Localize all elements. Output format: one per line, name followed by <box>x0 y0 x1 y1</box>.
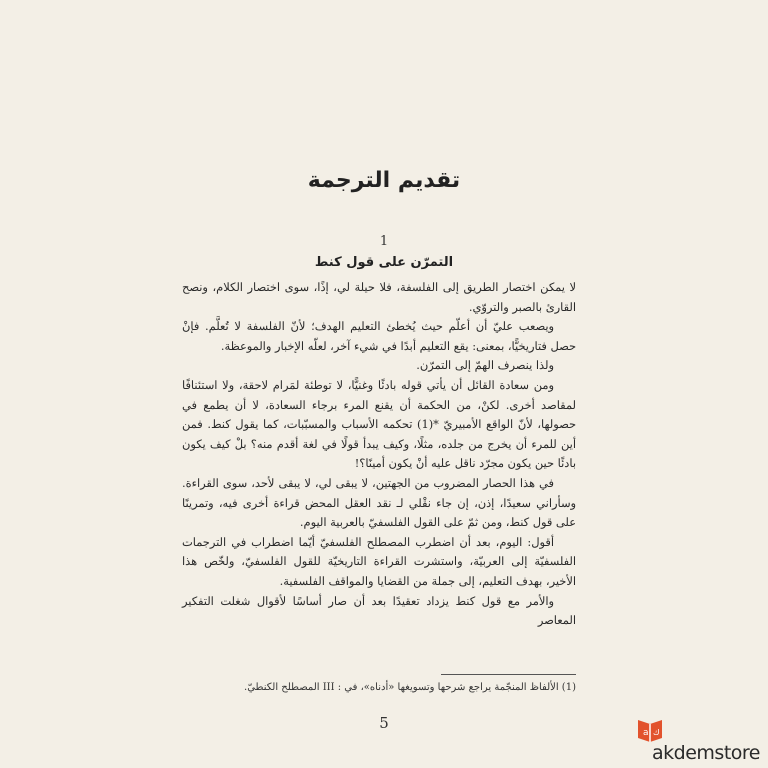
svg-text:a: a <box>643 728 649 738</box>
paragraph: ومن سعادة القائل أن يأتي قوله بادئًا وغنيًّا، لا توطئة لمَرام لاحقة، ولا استئنافًا لمقاصد أخرى. لكنْ، من الحكمة أن يقنع المرء برجاء السعادة، لا أن يطمع في حصولها، لأنّ الواقع الأمبيريّ *(1) تحكمه الأسباب والمسبّبات، كما يقول كنط. فمن أين للمرء أن يخرج من جلده، مثلًا، وكيف يبدأ قولًا في لغة أقدم منه؟ بلْ كيف يكون بادئًا حين يكون مجرّد ناقل عليه أنْ يكون أمينًا؟! <box>182 377 577 471</box>
paragraph: ولذا ينصرف الهمّ إلى التمرّن. <box>416 358 554 373</box>
store-logo <box>588 716 760 762</box>
paragraph: لا يمكن اختصار الطريق إلى الفلسفة، فلا حيلة لي، إذًا، سوى اختصار الكلام، ونصح القارئ بالصبر والتروّي. <box>182 280 576 314</box>
footnote: (1) الألفاظ المنجّمة يراجع شرحها وتسويغها «أدناه»، في : III المصطلح الكنطيّ. <box>244 682 576 693</box>
section-title: التمرّن على قول كنط <box>314 255 454 270</box>
footnote-divider <box>441 674 576 675</box>
body-text <box>182 278 576 631</box>
paragraph: والأمر مع قول كنط يزداد تعقيدًا بعد أن صار أساسًا لأقوال شغلت التفكير المعاصر <box>182 593 576 628</box>
page-number: 5 <box>379 714 389 732</box>
svg-text:ك: ك <box>653 728 660 737</box>
paragraph: ويصعب عليّ أن أعلّم حيث يُخطئ التعليم الهدف؛ لأنّ الفلسفة لا تُعلَّم. فإنْ حصل فتاريخيًّا، بمعنى: يقع التعليم أبدًا في شيء آخر، لعلّه الإخبار والموعظة. <box>182 319 576 353</box>
chapter-title: تقديم الترجمة <box>307 168 461 193</box>
paragraph: في هذا الحصار المضروب من الجهتين، لا يبقى لي، لا يبقى لأحد، سوى القراءة. وسأراني سعيدًا، إذن، إن جاء نقْلي لـ نقد العقل المحض قراءة أخرى فيه، وتمرينًا على قول كنط، ومن ثمّ على القول الفلسفيّ بالعربية اليوم. <box>182 475 576 530</box>
book-logo-icon <box>636 716 664 742</box>
logo-wordmark: akdemstore <box>652 742 760 764</box>
paragraph: أقول: اليوم، بعد أن اضطرب المصطلح الفلسفيّ أيّما اضطراب في الترجمات الفلسفيّة إلى العربيّة، واستشرت القراءة التاريخيّة للقول الفلسفيّ، ولخّص هذا الأخير، بهدف التعليم، إلى جملة من القضايا والمواقف الفلسفية. <box>182 534 576 588</box>
section-number: 1 <box>379 234 389 249</box>
